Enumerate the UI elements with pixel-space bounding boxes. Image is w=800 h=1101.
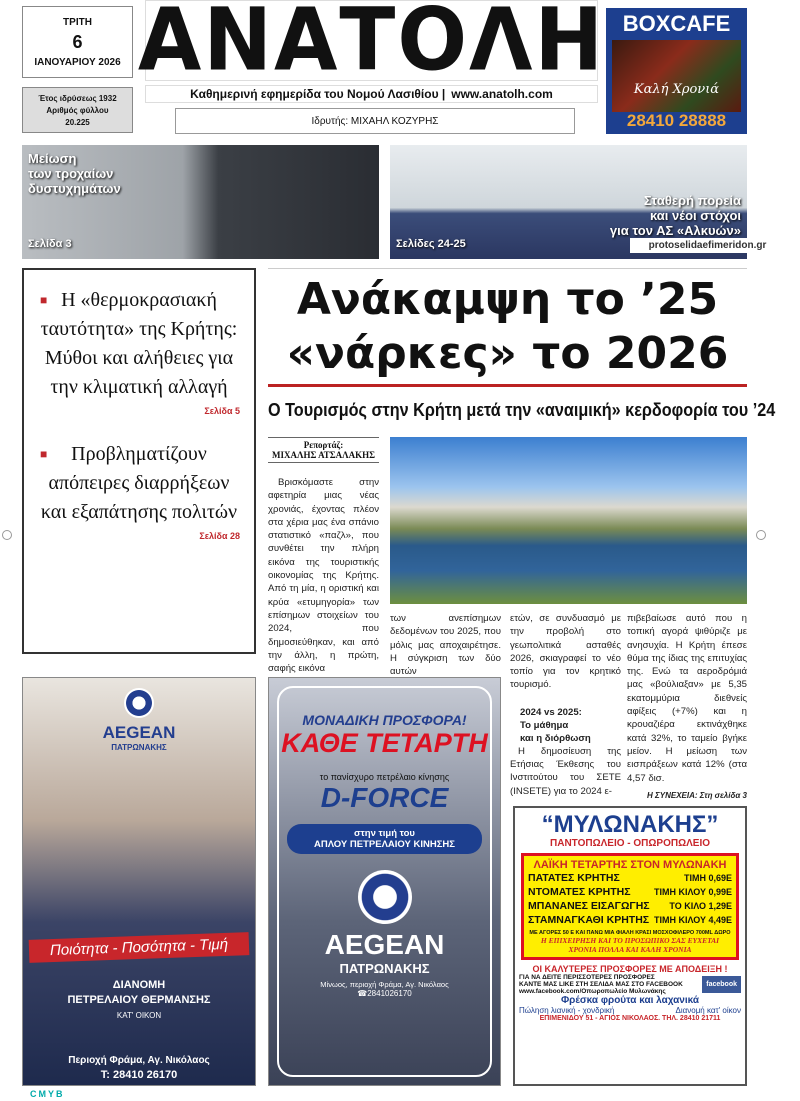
ad-address: ΕΠΙΜΕΝΙΔΟΥ 51 - ΑΓΙΟΣ ΝΙΚΟΛΑΟΣ. ΤΗΛ. 28410 21711	[539, 1015, 721, 1022]
aegean-heating-ad[interactable]: AEGEAN ΠΑΤΡΩΝΑΚΗΣ Ποιότητα - Ποσότητα - Τιμή ΔΙΑΝΟΜΗ ΠΕΤΡΕΛΑΙΟΥ ΘΕΡΜΑΝΣΗΣ ΚΑΤ' ΟΙΚΟΝ Περιοχή Φράμα, Αγ. Νικόλαος Τ: 28410 26170	[22, 677, 256, 1086]
ad-brand: AEGEAN	[102, 723, 176, 742]
ad-best: ΟΙ ΚΑΛΥΤΕΡΕΣ ΠΡΟΣΦΟΡΕΣ ΜΕ ΑΠΟΔΕΙΞΗ !	[532, 964, 728, 974]
sidebar-teasers	[22, 268, 256, 654]
tagline-text: Καθημερινή εφημερίδα του Νομού Λασιθίου |	[190, 87, 446, 101]
article-column-1: Βρισκόμαστε στην αφετηρία μιας νέας χρονιάς, έχοντας πλέον στα χέρια μας ένα σπάνιο στατιστικό «παζλ», που συνθέτει την πλήρη εικόνα της τουριστικής οικονομίας της Κρήτης. Από τη μία, η οριστική και κρύα «ετυμηγορία» των επίσημων στοιχείων του 2024, που δημοσιεύθηκαν, και από την άλλη, η πρώτη, σαφής εικόνα	[268, 477, 379, 675]
issue-info	[22, 87, 133, 133]
issue-label: Αριθμός φύλλου	[46, 105, 109, 115]
registration-mark-icon	[756, 530, 766, 540]
watermark: protoselidaefimeridon.gr	[630, 238, 785, 253]
byline: Ρεπορτάζ: ΜΙΧΑΛΗΣ ΑΤΣΑΛΑΚΗΣ	[268, 437, 379, 463]
ad-sub: ΠΑΤΡΩΝΑΚΗΣ	[111, 743, 167, 752]
dforce-ad[interactable]	[268, 677, 501, 1086]
article-column-2: των ανεπίσημων δεδομένων του 2025, που μόλις μας αποχαιρέτησε. Η σύγκριση των δύο αυτών	[390, 613, 501, 678]
newspaper-title: ΑΝΑΤΟΛΗ	[137, 0, 606, 90]
ad-brand: “ΜΥΛΩΝΑΚΗΣ”	[541, 811, 719, 838]
month-year: ΙΑΝΟΥΑΡΙΟΥ 2026	[34, 56, 121, 68]
ad-wish: Καλή Χρονιά	[633, 81, 720, 97]
headline-rule	[268, 384, 747, 387]
story-photo-accidents[interactable]	[22, 145, 379, 259]
continued-link[interactable]: Η ΣΥΝΕΧΕΙΑ: Στη σελίδα 3	[647, 790, 747, 800]
article-column-3: ετών, σε συνδυασμό με την προβολή στο γεωπολιτικά ασταθές 2026, σκιαγραφεί το νέο τοπίο για τον κρητικό τουρισμό. 2024 vs 2025: Το μάθημα και η διόρθωση Η δημοσίευση της Ετήσιας Έκθεσης του Ινστιτούτου του ΣΕΤΕ (INSETE) για το 2024 ε-	[510, 613, 621, 797]
teaser-burglaries[interactable]: ■ Προβληματίζουν απόπειρες διαρρήξεων και εξαπάτησης πολιτών	[38, 440, 240, 527]
story-page: Σελίδες 24-25	[396, 238, 466, 250]
price-row: ΜΠΑΝΑΝΕΣ ΕΙΣΑΓΩΓΗΣ ΤΟ ΚΙΛΟ 1,29Ε	[528, 900, 732, 912]
founded-year: Έτος ιδρύσεως 1932	[38, 93, 117, 103]
ad-phone: 28410 28888	[626, 111, 727, 130]
bullet-icon: ■	[40, 447, 48, 461]
ad-address: Μίνωος, περιοχή Φράμα, Αγ. Νικόλαος	[320, 980, 449, 989]
ad-day: ΚΑΘΕ ΤΕΤΑΡΤΗ	[281, 728, 488, 758]
ad-brand: AEGEAN	[324, 929, 445, 960]
weekday: ΤΡΙΤΗ	[63, 16, 92, 28]
price-row: ΝΤΟΜΑΤΕΣ ΚΡΗΤΗΣ ΤΙΜΗ ΚΙΛΟΥ 0,99Ε	[528, 886, 732, 898]
masthead	[137, 0, 606, 90]
tagline	[145, 85, 598, 103]
teaser-page: Σελίδα 28	[199, 531, 240, 541]
boxcafe-ad[interactable]	[606, 8, 747, 134]
story-title: Σταθερή πορεία και νέοι στόχοι για τον ΑΣ «Αλκυών»	[609, 193, 741, 238]
registration-mark-icon	[2, 530, 12, 540]
ad-slogan: Ποιότητα - Ποσότητα - Τιμή	[29, 932, 250, 963]
ad-brand: BOXCAFE	[622, 11, 731, 36]
aegean-logo-icon	[358, 870, 412, 924]
ad-offer: ΜΟΝΑΔΙΚΗ ΠΡΟΣΦΟΡΑ!	[302, 712, 467, 728]
ad-desc: το πανίσχυρο πετρέλαιο κίνησης	[319, 772, 450, 782]
article-column-4: πιβεβαίωσε αυτό που η τοπική αγορά ψιθύριζε με ανησυχία. Η Κρήτη έπεσε θύμα της ίδιας της επιτυχίας της. Ενώ τα αεροδρόμιά μας «βούλιαξαν» με 5,35 εκατομμύρια διεθνείς αφίξεις (+7%) και η κρουαζιέρα εκτινάχθηκε κατά 32%, το ταμείο βγήκε μείον. Η μείωση των εισπράξεων κατά 12% (στα 4,57 δισ. Η ΣΥΝΕΧΕΙΑ: Στη σελίδα 3	[627, 612, 747, 802]
ad-sub: ΠΑΤΡΩΝΑΚΗΣ	[339, 961, 430, 976]
subheadline: Ο Τουρισμός στην Κρήτη μετά την «αναιμική» κερδοφορία του ’24	[268, 400, 776, 420]
ad-product: D-FORCE	[320, 782, 449, 813]
day: 6	[72, 31, 83, 52]
story-title: Μείωση των τροχαίων δυστυχημάτων	[28, 151, 121, 196]
ad-phone: ☎2841026170	[357, 989, 412, 998]
teaser-climate[interactable]: ■ Η «θερμοκρασιακή ταυτότητα» της Κρήτης: Μύθοι και αλήθειες για την κλιματική αλλαγή	[38, 286, 240, 402]
christmas-image	[612, 40, 741, 112]
issue-number: 20.225	[65, 117, 90, 127]
founder: Ιδρυτής: ΜΙΧΑΗΛ ΚΟΖΥΡΗΣ	[175, 108, 575, 134]
price-row: ΣΤΑΜΝΑΓΚΑΘΙ ΚΡΗΤΗΣ ΤΙΜΗ ΚΙΛΟΥ 4,49Ε	[528, 914, 732, 926]
mylonakis-ad[interactable]: “ΜΥΛΩΝΑΚΗΣ” ΠΑΝΤΟΠΩΛΕΙΟ - ΟΠΩΡΟΠΩΛΕΙΟ ΛΑΪΚΗ ΤΕΤΑΡΤΗΣ ΣΤΟΝ ΜΥΛΩΝΑΚΗ ΠΑΤΑΤΕΣ ΚΡΗΤΗΣ ΤΙΜΗ 0,69Ε ΝΤΟΜΑΤΕΣ ΚΡΗΤΗΣ ΤΙΜΗ ΚΙΛΟΥ 0,99Ε ΜΠΑΝΑΝΕΣ ΕΙΣΑΓΩΓΗΣ ΤΟ ΚΙΛΟ 1,29Ε ΣΤΑΜΝΑΓΚΑΘΙ ΚΡΗΤΗΣ ΤΙΜΗ ΚΙΛΟΥ 4,49Ε ΜΕ ΑΓΟΡΕΣ 50 Ε ΚΑΙ ΠΑΝΩ ΜΙΑ ΦΙΑΛΗ ΚΡΑΣΙ ΜΟΣΧΟΦΙΛΕΡΟ 700ML ΔΩΡΟ Η ΕΠΙΧΕΙΡΗΣΗ ΚΑΙ ΤΟ ΠΡΟΣΩΠΙΚΟ ΣΑΣ ΕΥΧΕΤΑΙ ΧΡΟΝΙΑ ΠΟΛΛΑ ΚΑΙ ΚΑΛΗ ΧΡΟΝΙΑ ΟΙ ΚΑΛΥΤΕΡΕΣ ΠΡΟΣΦΟΡΕΣ ΜΕ ΑΠΟΔΕΙΞΗ ! ΓΙΑ ΝΑ ΔΕΙΤΕ ΠΕΡΙΣΣΟΤΕΡΕΣ ΠΡΟΣΦΟΡΕΣ ΚΑΝΤΕ ΜΑΣ LIKE ΣΤΗ ΣΕΛΙΔΑ ΜΑΣ ΣΤΟ FACEBOOK www.facebook.com/Οπωροπωλείο Μυλωνάκης facebook Φρέσκα φρούτα και λαχανικά Πώληση λιανική - χονδρική Διανομή κατ' οίκον ΕΠΙΜΕΝΙΔΟΥ 51 - ΑΓΙΟΣ ΝΙΚΟΛΑΟΣ. ΤΗΛ. 28410 21711	[513, 806, 747, 1086]
facebook-icon[interactable]: facebook	[702, 976, 741, 993]
promo-box: ΛΑΪΚΗ ΤΕΤΑΡΤΗΣ ΣΤΟΝ ΜΥΛΩΝΑΚΗ ΠΑΤΑΤΕΣ ΚΡΗΤΗΣ ΤΙΜΗ 0,69Ε ΝΤΟΜΑΤΕΣ ΚΡΗΤΗΣ ΤΙΜΗ ΚΙΛΟΥ 0,99Ε ΜΠΑΝΑΝΕΣ ΕΙΣΑΓΩΓΗΣ ΤΟ ΚΙΛΟ 1,29Ε ΣΤΑΜΝΑΓΚΑΘΙ ΚΡΗΤΗΣ ΤΙΜΗ ΚΙΛΟΥ 4,49Ε ΜΕ ΑΓΟΡΕΣ 50 Ε ΚΑΙ ΠΑΝΩ ΜΙΑ ΦΙΑΛΗ ΚΡΑΣΙ ΜΟΣΧΟΦΙΛΕΡΟ 700ML ΔΩΡΟ Η ΕΠΙΧΕΙΡΗΣΗ ΚΑΙ ΤΟ ΠΡΟΣΩΠΙΚΟ ΣΑΣ ΕΥΧΕΤΑΙ ΧΡΟΝΙΑ ΠΟΛΛΑ ΚΑΙ ΚΑΛΗ ΧΡΟΝΙΑ	[521, 853, 739, 960]
date-box	[22, 6, 133, 78]
website-link[interactable]: www.anatolh.com	[451, 87, 553, 101]
ad-type: ΠΑΝΤΟΠΩΛΕΙΟ - ΟΠΩΡΟΠΩΛΕΙΟ	[550, 838, 710, 849]
aegean-logo-icon	[124, 688, 154, 718]
article-photo	[390, 437, 747, 604]
ad-price-banner: στην τιμή του ΑΠΛΟΥ ΠΕΤΡΕΛΑΙΟΥ ΚΙΝΗΣΗΣ	[287, 824, 482, 854]
print-marks: CMYB	[30, 1089, 65, 1099]
story-page: Σελίδα 3	[28, 238, 72, 250]
main-headline[interactable]: Ανάκαμψη το ’25 «νάρκες» το 2026	[268, 268, 747, 386]
fb-text: ΓΙΑ ΝΑ ΔΕΙΤΕ ΠΕΡΙΣΣΟΤΕΡΕΣ ΠΡΟΣΦΟΡΕΣ ΚΑΝΤΕ ΜΑΣ LIKE ΣΤΗ ΣΕΛΙΔΑ ΜΑΣ ΣΤΟ FACEBOOK www.facebook.com/Οπωροπωλείο Μυλωνάκης	[519, 974, 683, 995]
teaser-page: Σελίδα 5	[204, 406, 240, 416]
bullet-icon: ■	[40, 293, 48, 307]
phone-icon: ☎	[357, 989, 368, 998]
price-row: ΠΑΤΑΤΕΣ ΚΡΗΤΗΣ ΤΙΜΗ 0,69Ε	[528, 872, 732, 884]
ad-fresh: Φρέσκα φρούτα και λαχανικά	[560, 995, 700, 1006]
article-subhead: 2024 vs 2025: Το μάθημα και η διόρθωση	[520, 706, 591, 744]
